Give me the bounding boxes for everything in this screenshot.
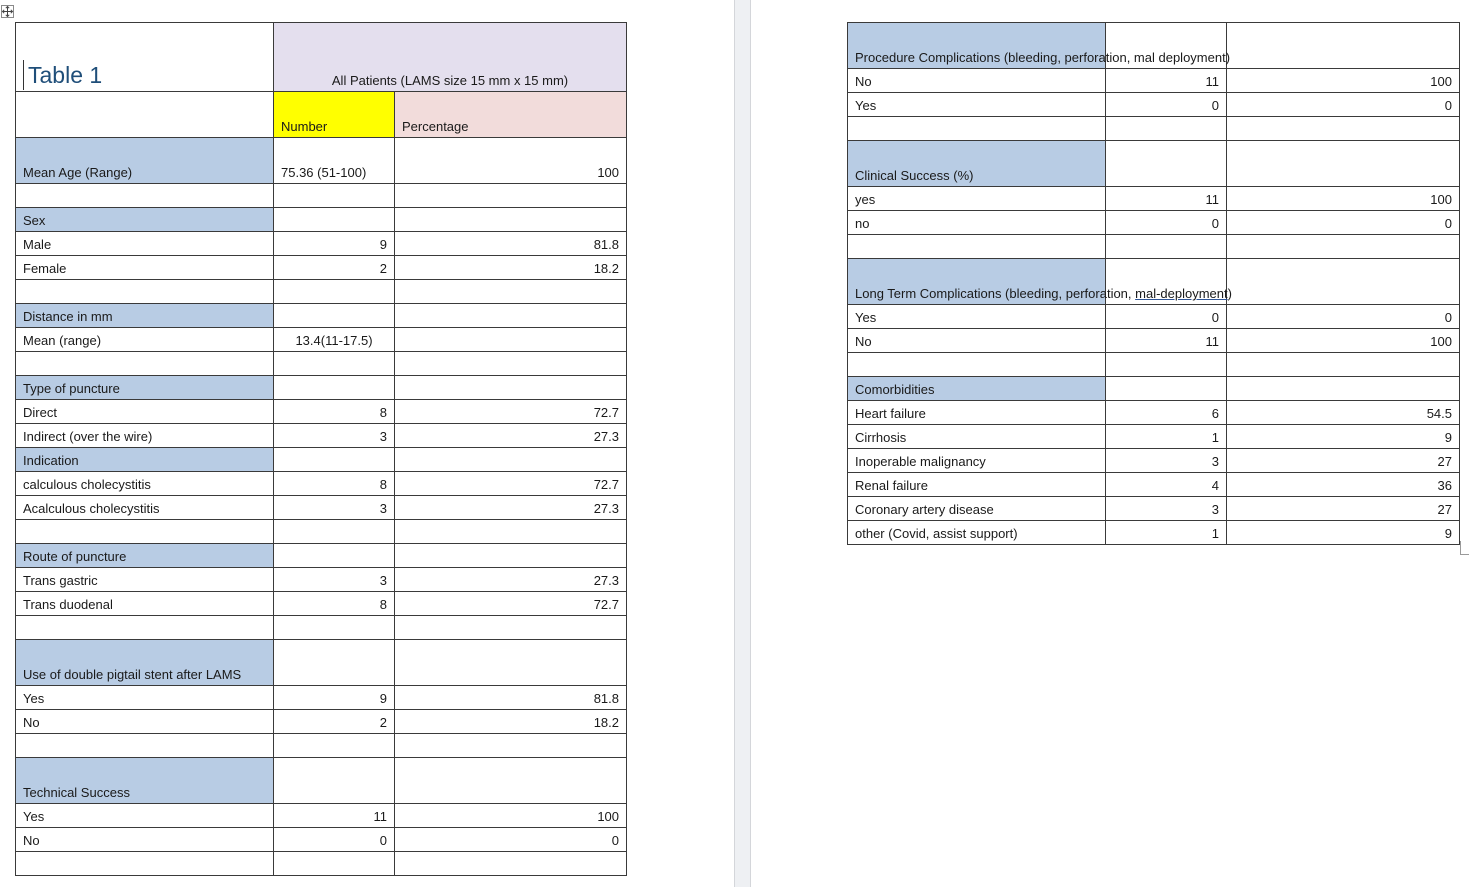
number-cell: 3 (274, 568, 395, 592)
table-row (16, 400, 627, 424)
percent-cell: 100 (1227, 69, 1460, 93)
percent-cell: 81.8 (395, 686, 627, 710)
percent-cell: 100 (1227, 329, 1460, 353)
row-label: Yes (848, 305, 1106, 329)
percent-cell: 27 (1227, 449, 1460, 473)
table-title: Table 1 (23, 60, 102, 90)
number-cell: 3 (1106, 449, 1227, 473)
row-label: Yes (16, 804, 274, 828)
table-row (16, 184, 627, 208)
percent-cell: 72.7 (395, 400, 627, 424)
table-row (16, 448, 627, 472)
percent-cell: 0 (1227, 305, 1460, 329)
percent-cell: 27.3 (395, 424, 627, 448)
number-cell: 11 (1106, 69, 1227, 93)
table-row (16, 568, 627, 592)
percent-cell: 27.3 (395, 568, 627, 592)
number-cell: 75.36 (51-100) (274, 138, 395, 184)
table-row (16, 710, 627, 734)
row-label: Female (16, 256, 274, 280)
number-cell: 2 (274, 256, 395, 280)
table-row (848, 449, 1460, 473)
section-heading: Technical Success (16, 758, 274, 804)
table-row (16, 280, 627, 304)
table-row (16, 804, 627, 828)
heading-text: ) (1227, 286, 1232, 301)
table-row (16, 138, 627, 184)
section-heading: Route of puncture (16, 544, 274, 568)
percent-cell: 100 (1227, 187, 1460, 211)
number-cell: 8 (274, 592, 395, 616)
table-title-cell (16, 23, 274, 92)
table-row (16, 640, 627, 686)
number-cell: 1 (1106, 521, 1227, 545)
section-heading: Comorbidities (848, 377, 1106, 401)
table-row (848, 93, 1460, 117)
percent-cell: 18.2 (395, 256, 627, 280)
percentage-column-header: Percentage (395, 92, 627, 138)
number-cell: 8 (274, 400, 395, 424)
row-label: Coronary artery disease (848, 497, 1106, 521)
table-row (16, 472, 627, 496)
number-cell: 13.4(11-17.5) (274, 328, 395, 352)
table-row (16, 92, 627, 138)
number-cell: 11 (274, 804, 395, 828)
table-row (16, 23, 627, 92)
section-heading: Use of double pigtail stent after LAMS (16, 640, 274, 686)
table-row (848, 235, 1460, 259)
row-label: Trans duodenal (16, 592, 274, 616)
row-label: Mean (range) (16, 328, 274, 352)
table-row (16, 852, 627, 876)
page-gutter (734, 0, 751, 887)
table-row (16, 544, 627, 568)
number-cell: 8 (274, 472, 395, 496)
table-row (848, 401, 1460, 425)
heading-text: Long Term Complications (bleeding, perforation, (855, 286, 1136, 301)
table-row (16, 352, 627, 376)
row-label: yes (848, 187, 1106, 211)
section-heading: Distance in mm (16, 304, 274, 328)
table-row (848, 353, 1460, 377)
section-heading: Procedure Complications (bleeding, perforation, mal deployment) (848, 23, 1106, 69)
row-label: No (16, 710, 274, 734)
row-label: Heart failure (848, 401, 1106, 425)
table-row (16, 304, 627, 328)
table-row (848, 425, 1460, 449)
table-row (16, 520, 627, 544)
section-heading: Sex (16, 208, 274, 232)
number-cell: 0 (1106, 211, 1227, 235)
table-row (848, 117, 1460, 141)
percent-cell: 54.5 (1227, 401, 1460, 425)
number-cell: 3 (274, 496, 395, 520)
row-label: Yes (848, 93, 1106, 117)
table-move-handle[interactable] (1, 5, 14, 18)
table-row (16, 758, 627, 804)
table-row (16, 256, 627, 280)
table-row (16, 376, 627, 400)
table-row (848, 473, 1460, 497)
row-label: Yes (16, 686, 274, 710)
row-label: Trans gastric (16, 568, 274, 592)
percent-cell: 0 (395, 828, 627, 852)
table-row (848, 521, 1460, 545)
number-cell: 9 (274, 686, 395, 710)
table-row (848, 23, 1460, 69)
patient-characteristics-table (15, 22, 627, 876)
number-cell: 11 (1106, 187, 1227, 211)
row-label: Mean Age (Range) (16, 138, 274, 184)
percent-cell: 27 (1227, 497, 1460, 521)
number-cell: 3 (1106, 497, 1227, 521)
section-heading: Clinical Success (%) (848, 141, 1106, 187)
row-label: other (Covid, assist support) (848, 521, 1106, 545)
table-row (16, 496, 627, 520)
percent-cell: 0 (1227, 211, 1460, 235)
row-label: Male (16, 232, 274, 256)
section-heading: Type of puncture (16, 376, 274, 400)
table-row (848, 69, 1460, 93)
section-heading: Indication (16, 448, 274, 472)
table-row (16, 828, 627, 852)
table-row (16, 208, 627, 232)
row-label: Inoperable malignancy (848, 449, 1106, 473)
number-cell: 4 (1106, 473, 1227, 497)
table-row (848, 187, 1460, 211)
percent-cell: 81.8 (395, 232, 627, 256)
section-heading (848, 259, 1232, 305)
percent-cell: 18.2 (395, 710, 627, 734)
table-row (16, 734, 627, 758)
number-cell: 0 (1106, 305, 1227, 329)
number-cell: 3 (274, 424, 395, 448)
table-row (16, 424, 627, 448)
percent-cell: 100 (395, 804, 627, 828)
row-label: Cirrhosis (848, 425, 1106, 449)
percent-cell: 36 (1227, 473, 1460, 497)
empty-cell (16, 92, 274, 138)
number-cell: 2 (274, 710, 395, 734)
table-row (848, 259, 1460, 305)
percent-cell: 100 (395, 138, 627, 184)
table-row (848, 211, 1460, 235)
number-column-header: Number (274, 92, 395, 138)
group-header: All Patients (LAMS size 15 mm x 15 mm) (274, 23, 627, 92)
percent-cell: 27.3 (395, 496, 627, 520)
table-row (848, 329, 1460, 353)
number-cell: 1 (1106, 425, 1227, 449)
percent-cell: 9 (1227, 521, 1460, 545)
table-row (16, 232, 627, 256)
table-row (16, 592, 627, 616)
row-label: Renal failure (848, 473, 1106, 497)
row-label: No (848, 329, 1106, 353)
number-cell: 0 (274, 828, 395, 852)
row-label: No (848, 69, 1106, 93)
row-label: Acalculous cholecystitis (16, 496, 274, 520)
percent-cell: 72.7 (395, 592, 627, 616)
percent-cell: 72.7 (395, 472, 627, 496)
row-label: No (16, 828, 274, 852)
table-row (16, 616, 627, 640)
table-row (16, 686, 627, 710)
table-row (16, 328, 627, 352)
move-arrows-icon (2, 6, 13, 17)
number-cell: 11 (1106, 329, 1227, 353)
table-row (848, 497, 1460, 521)
spellcheck-marked-word: mal-deployment (1135, 286, 1228, 301)
row-label: Direct (16, 400, 274, 424)
end-of-row-mark (1460, 541, 1469, 555)
number-cell: 9 (274, 232, 395, 256)
row-label: no (848, 211, 1106, 235)
row-label: calculous cholecystitis (16, 472, 274, 496)
percent-cell: 0 (1227, 93, 1460, 117)
percent-cell: 9 (1227, 425, 1460, 449)
number-cell: 6 (1106, 401, 1227, 425)
row-label: Indirect (over the wire) (16, 424, 274, 448)
table-row (848, 141, 1460, 187)
table-row (848, 377, 1460, 401)
number-cell: 0 (1106, 93, 1227, 117)
table-row (848, 305, 1460, 329)
outcomes-table (847, 22, 1460, 545)
